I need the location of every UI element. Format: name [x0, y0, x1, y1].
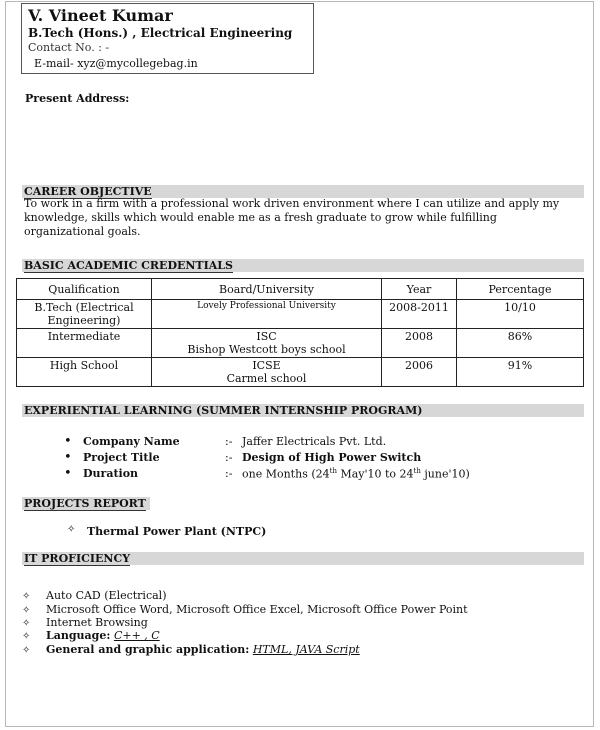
- section-academic: [22, 259, 584, 272]
- cell-year: 2008: [382, 329, 457, 358]
- candidate-name: V. Vineet Kumar: [28, 6, 173, 25]
- cell-percentage: 10/10: [457, 300, 584, 329]
- diamond-bullet-icon: ✧: [22, 631, 31, 642]
- table-row: [17, 358, 584, 387]
- separator: :-: [225, 467, 233, 480]
- internship-value: [242, 467, 470, 481]
- list-item: [22, 616, 148, 629]
- duration-start: one Months (24: [242, 467, 330, 481]
- cell-board: [152, 329, 382, 358]
- ordinal-suffix: th: [329, 467, 337, 475]
- general-label: General and graphic application:: [46, 643, 250, 656]
- projects-heading: PROJECTS REPORT: [24, 497, 146, 510]
- section-it: [22, 552, 584, 565]
- it-item: Microsoft Office Word, Microsoft Office Excel, Microsoft Office Power Point: [46, 603, 468, 616]
- list-item: [22, 643, 360, 656]
- cell-qualification: B.Tech (Electrical Engineering): [17, 300, 152, 329]
- table-row: [17, 300, 584, 329]
- list-item: [22, 603, 468, 616]
- cell-qualification: High School: [17, 358, 152, 387]
- col-board: Board/University: [152, 279, 382, 300]
- table-row: [17, 329, 584, 358]
- cell-board-line2: Bishop Westcott boys school: [187, 343, 346, 356]
- cell-board-line1: ICSE: [252, 359, 281, 372]
- cell-percentage: 91%: [457, 358, 584, 387]
- separator: :-: [225, 435, 233, 448]
- diamond-bullet-icon: ✧: [22, 645, 31, 656]
- cell-board-line1: ISC: [256, 330, 277, 343]
- bullet-icon: •: [64, 466, 72, 481]
- email: E-mail- xyz@mycollegebag.in: [34, 57, 198, 70]
- cell-board-line2: Carmel school: [226, 372, 307, 385]
- it-item: Auto CAD (Electrical): [46, 589, 167, 602]
- project-item: Thermal Power Plant (NTPC): [87, 525, 267, 538]
- language-label: Language:: [46, 629, 111, 642]
- duration-end: june'10): [420, 467, 470, 481]
- it-item: Internet Browsing: [46, 616, 148, 629]
- section-internship: [22, 404, 584, 417]
- it-heading: IT PROFICIENCY: [24, 552, 131, 565]
- bullet-icon: •: [64, 434, 72, 449]
- duration-mid: May'10 to 24: [336, 467, 414, 481]
- internship-value: Design of High Power Switch: [242, 451, 422, 464]
- contact-number: Contact No. : -: [28, 41, 110, 54]
- cell-year: 2006: [382, 358, 457, 387]
- cell-board: [152, 358, 382, 387]
- cell-percentage: 86%: [457, 329, 584, 358]
- diamond-bullet-icon: ✧: [22, 591, 31, 602]
- col-qualification: Qualification: [17, 279, 152, 300]
- diamond-bullet-icon: ✧: [22, 605, 31, 616]
- list-item: [22, 629, 160, 642]
- bullet-icon: •: [64, 450, 72, 465]
- academic-heading: BASIC ACADEMIC CREDENTIALS: [24, 259, 233, 272]
- general-value: HTML, JAVA Script: [252, 643, 360, 656]
- separator: :-: [225, 451, 233, 464]
- ordinal-suffix: th: [413, 467, 421, 475]
- career-heading: CAREER OBJECTIVE: [24, 185, 152, 198]
- language-value: C++ , C: [113, 629, 160, 642]
- academic-table: [16, 278, 584, 387]
- internship-heading: EXPERIENTIAL LEARNING (SUMMER INTERNSHIP PROGRAM): [24, 404, 423, 417]
- internship-label: Company Name: [83, 435, 180, 448]
- career-objective-text: To work in a firm with a professional work driven environment where I can utilize and apply my knowledge, skills which would enable me as a fresh graduate to grow while fulfilling organizational goals.: [24, 197, 560, 238]
- internship-label: Project Title: [83, 451, 160, 464]
- list-item: [22, 589, 166, 602]
- section-projects: [22, 497, 150, 510]
- cell-qualification: Intermediate: [17, 329, 152, 358]
- diamond-bullet-icon: ✧: [22, 618, 31, 629]
- internship-label: Duration: [83, 467, 139, 480]
- internship-value: Jaffer Electricals Pvt. Ltd.: [242, 435, 387, 448]
- diamond-bullet-icon: ✧: [67, 524, 76, 535]
- col-year: Year: [382, 279, 457, 300]
- col-percentage: Percentage: [457, 279, 584, 300]
- header-box: [21, 3, 314, 74]
- present-address-label: Present Address:: [25, 92, 130, 105]
- degree: B.Tech (Hons.) , Electrical Engineering: [28, 26, 293, 40]
- cell-board: Lovely Professional University: [152, 300, 382, 329]
- cell-year: 2008-2011: [382, 300, 457, 329]
- table-header-row: [17, 279, 584, 300]
